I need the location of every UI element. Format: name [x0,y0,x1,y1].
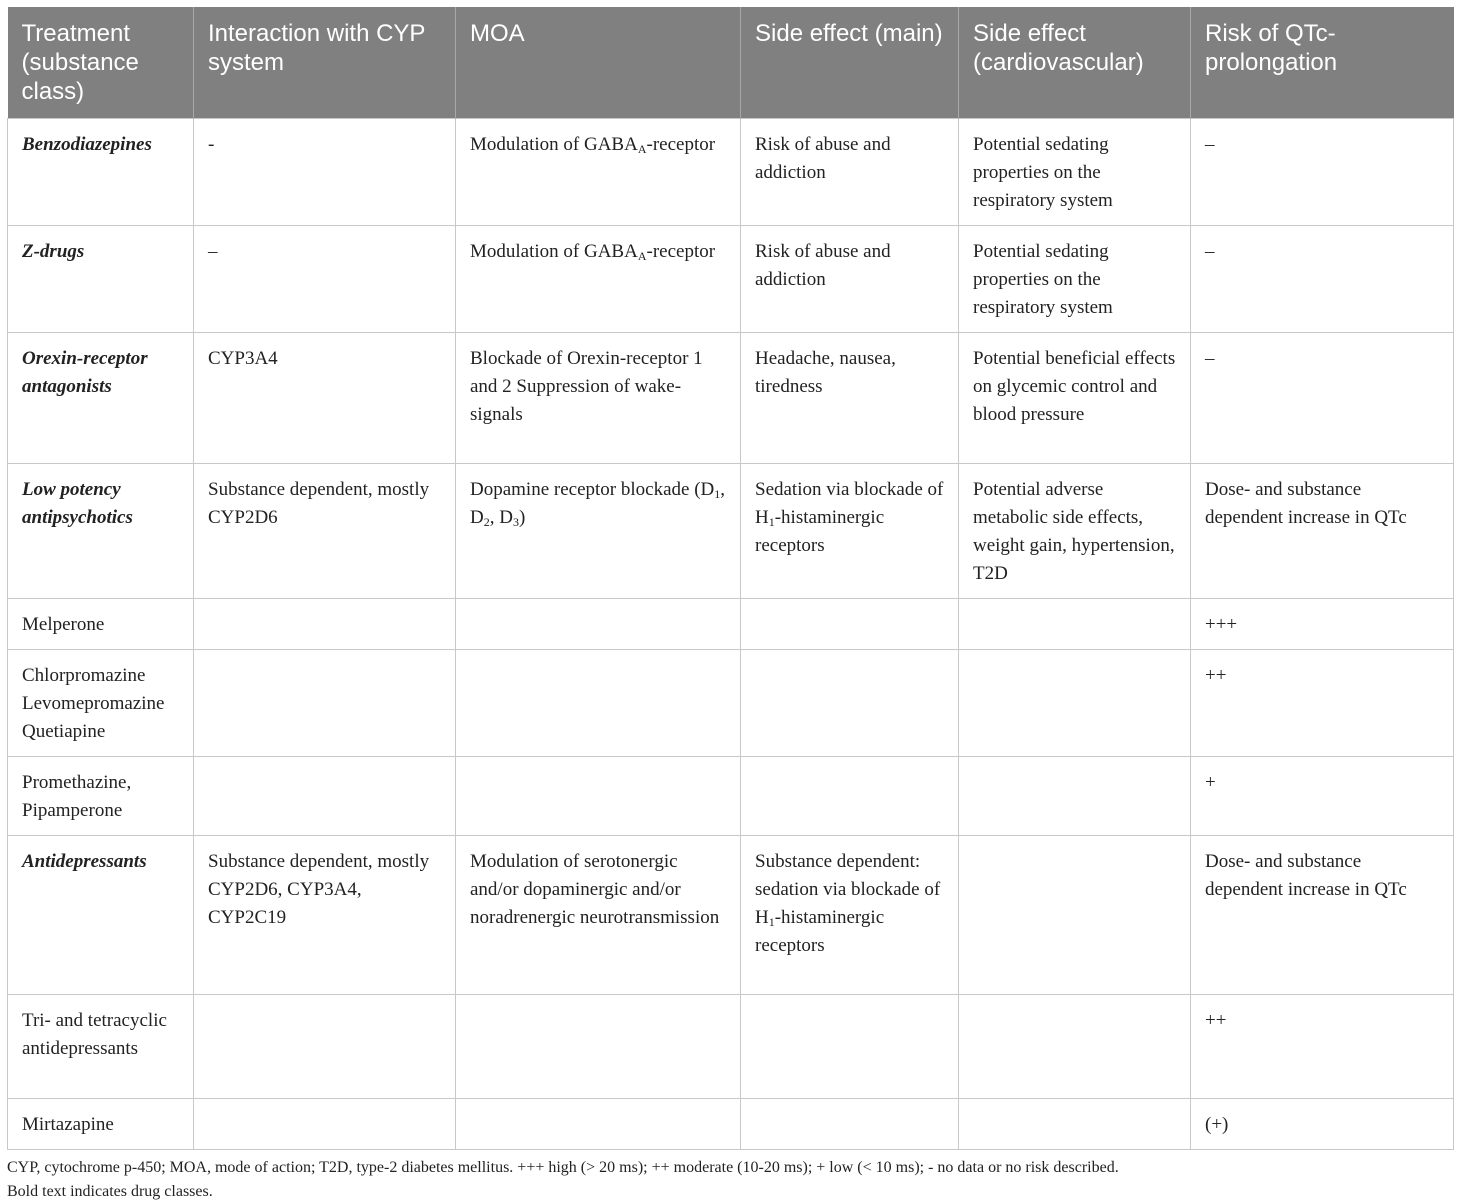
moa-cell [456,1099,741,1150]
cyp-cell [194,1099,456,1150]
table-row [8,650,1454,757]
side-effect-cv-cell [959,995,1191,1099]
treatment-cell: Chlorpromazine Levomepromazine Quetiapine [8,650,194,757]
side-effect-main-cell: Risk of abuse and addiction [741,119,959,226]
side-effect-cv-cell [959,1099,1191,1150]
table-footnote [7,1156,1453,1204]
treatment-cell: Low potency antipsychotics [8,464,194,599]
table-figure [7,7,1453,1204]
footnote-bold-note: Bold text indicates drug classes. [7,1183,213,1200]
moa-cell [456,599,741,650]
qtc-cell: Dose- and substance dependent increase in QTc [1191,836,1454,995]
treatment-cell: Melperone [8,599,194,650]
side-effect-cv-cell: Potential adverse metabolic side effects, weight gain, hypertension, T2D [959,464,1191,599]
treatment-cell: Mirtazapine [8,1099,194,1150]
cyp-cell: – [194,226,456,333]
side-effect-main-cell: Substance dependent: sedation via blockade of $H_1$-histaminergic receptors [741,836,959,995]
moa-cell: Modulation of $GABA_A$-receptor [456,119,741,226]
header-moa: MOA [456,7,741,119]
treatment-cell: Tri- and tetracyclic antidepressants [8,995,194,1099]
treatment-cell: Promethazine, Pipamperone [8,757,194,836]
drug-comparison-table [7,7,1454,1150]
table-row [8,995,1454,1099]
treatment-cell: Benzodiazepines [8,119,194,226]
moa-cell [456,757,741,836]
cyp-cell: Substance dependent, mostly CYP2D6 [194,464,456,599]
side-effect-main-cell: Risk of abuse and addiction [741,226,959,333]
cyp-cell [194,599,456,650]
side-effect-main-cell [741,757,959,836]
treatment-cell: Orexin-receptor antagonists [8,333,194,464]
cyp-cell: - [194,119,456,226]
qtc-cell: +++ [1191,599,1454,650]
cyp-cell [194,995,456,1099]
table-row [8,836,1454,995]
side-effect-cv-cell: Potential sedating properties on the respiratory system [959,226,1191,333]
qtc-cell: Dose- and substance dependent increase in QTc [1191,464,1454,599]
table-row [8,464,1454,599]
table-row [8,119,1454,226]
side-effect-cv-cell [959,650,1191,757]
table-row [8,1099,1454,1150]
qtc-cell: ++ [1191,995,1454,1099]
side-effect-cv-cell [959,757,1191,836]
side-effect-cv-cell [959,599,1191,650]
table-row [8,757,1454,836]
qtc-cell: – [1191,333,1454,464]
qtc-cell: ++ [1191,650,1454,757]
side-effect-main-cell: Sedation via blockade of $H_1$-histaminergic receptors [741,464,959,599]
side-effect-main-cell: Headache, nausea, tiredness [741,333,959,464]
header-qtc-risk: Risk of QTc-prolongation [1191,7,1454,119]
side-effect-main-cell [741,650,959,757]
side-effect-main-cell [741,1099,959,1150]
header-row [8,7,1454,119]
qtc-cell: + [1191,757,1454,836]
moa-cell: Blockade of Orexin-receptor 1 and 2 Suppression of wake-signals [456,333,741,464]
header-cyp: Interaction with CYP system [194,7,456,119]
cyp-cell: Substance dependent, mostly CYP2D6, CYP3A4, CYP2C19 [194,836,456,995]
moa-cell: Modulation of serotonergic and/or dopaminergic and/or noradrenergic neurotransmission [456,836,741,995]
table-row [8,599,1454,650]
moa-cell [456,650,741,757]
cyp-cell: CYP3A4 [194,333,456,464]
moa-cell [456,995,741,1099]
table-row [8,226,1454,333]
side-effect-cv-cell: Potential sedating properties on the respiratory system [959,119,1191,226]
treatment-cell: Z-drugs [8,226,194,333]
cyp-cell [194,650,456,757]
header-side-effect-main: Side effect (main) [741,7,959,119]
cyp-cell [194,757,456,836]
moa-cell: Modulation of $GABA_A$-receptor [456,226,741,333]
treatment-cell: Antidepressants [8,836,194,995]
header-side-effect-cardiovascular: Side effect (cardiovascular) [959,7,1191,119]
qtc-cell: – [1191,226,1454,333]
side-effect-main-cell [741,599,959,650]
side-effect-cv-cell [959,836,1191,995]
side-effect-main-cell [741,995,959,1099]
qtc-cell: (+) [1191,1099,1454,1150]
table-row [8,333,1454,464]
qtc-cell: – [1191,119,1454,226]
side-effect-cv-cell: Potential beneficial effects on glycemic control and blood pressure [959,333,1191,464]
header-treatment: Treatment (substance class) [8,7,194,119]
moa-cell: Dopamine receptor blockade ($D_1$, $D_2$, $D_3$) [456,464,741,599]
footnote-abbreviations: CYP, cytochrome p-450; MOA, mode of action; T2D, type-2 diabetes mellitus. +++ high (> 20 ms); ++ moderate (10-20 ms); + low (< 10 ms); - no data or no risk described. [7,1159,1119,1176]
